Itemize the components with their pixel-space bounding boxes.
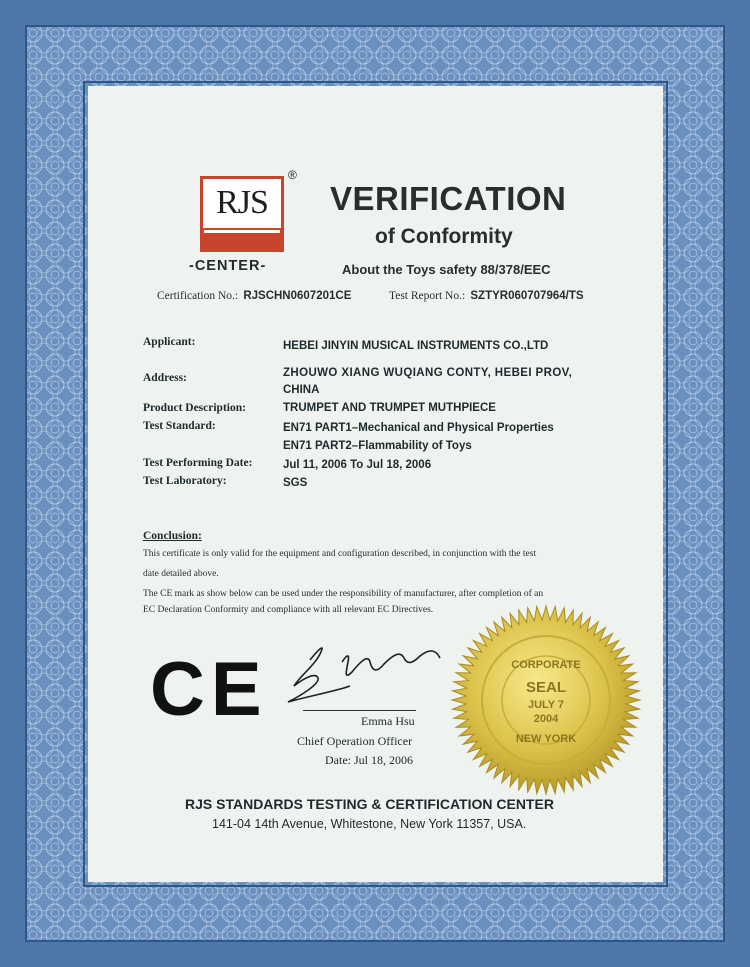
rjs-logo — [200, 168, 297, 252]
product-label: Product Description: — [143, 402, 246, 414]
certificate-title: VERIFICATION — [330, 180, 567, 217]
report-no-label: Test Report No.: — [389, 290, 466, 302]
test-lab-label: Test Laboratory: — [143, 475, 227, 487]
applicant-value: HEBEI JINYIN MUSICAL INSTRUMENTS CO.,LTD — [283, 340, 549, 352]
seal-text-1: CORPORATE — [511, 659, 581, 671]
report-line — [389, 290, 584, 302]
applicant-label: Applicant: — [143, 336, 196, 348]
registered-mark: ® — [288, 168, 297, 182]
ce-mark: CE — [150, 647, 268, 732]
gold-seal — [448, 602, 644, 798]
conclusion-line-4: EC Declaration Conformity and compliance with all relevant EC Directives. — [143, 605, 434, 615]
address-line-1: ZHOUWO XIANG WUQIANG CONTY, HEBEI PROV, — [283, 367, 573, 379]
certificate-tagline: About the Toys safety 88/378/EEC — [342, 262, 551, 277]
standard-line-2: EN71 PART2–Flammability of Toys — [283, 440, 472, 452]
certificate-subtitle: of Conformity — [375, 225, 513, 248]
footer-org: RJS STANDARDS TESTING & CERTIFICATION CENTER — [185, 796, 554, 812]
conclusion-line-1: This certificate is only valid for the equipment and configuration described, in conjunction with the test — [143, 549, 537, 559]
signature-line — [303, 710, 416, 711]
seal-text-4: 2004 — [533, 713, 559, 725]
seal-text-3: JULY 7 — [527, 699, 565, 711]
footer-address: 141-04 14th Avenue, Whitestone, New York 11357, USA. — [212, 817, 527, 831]
conclusion-heading: Conclusion: — [143, 530, 202, 542]
signatory-title: Chief Operation Officer — [297, 734, 413, 748]
signatory-date: Date: Jul 18, 2006 — [325, 753, 413, 767]
report-no-value: SZTYR060707964/TS — [470, 290, 584, 302]
logo-text: RJS — [216, 184, 268, 221]
address-label: Address: — [143, 372, 187, 384]
logo-center-label: -CENTER- — [189, 258, 267, 274]
product-value: TRUMPET AND TRUMPET MUTHPIECE — [283, 402, 496, 414]
reference-line — [157, 290, 351, 302]
conclusion-line-2: date detailed above. — [143, 569, 219, 579]
signature — [280, 632, 450, 712]
test-date-label: Test Performing Date: — [143, 457, 253, 469]
test-date-value: Jul 11, 2006 To Jul 18, 2006 — [283, 459, 432, 471]
signatory-name: Emma Hsu — [361, 714, 415, 728]
cert-no-label: Certification No.: — [157, 290, 239, 302]
address-line-2: CHINA — [283, 384, 320, 396]
test-lab-value: SGS — [283, 477, 308, 489]
seal-text-5: NEW YORK — [515, 733, 577, 745]
cert-no-value: RJSCHN0607201CE — [243, 290, 352, 302]
conclusion-line-3: The CE mark as show below can be used under the responsibility of manufacturer, after completion of an — [143, 589, 544, 599]
seal-text-2: SEAL — [525, 679, 567, 696]
standard-line-1: EN71 PART1–Mechanical and Physical Properties — [283, 422, 554, 434]
standard-label: Test Standard: — [143, 420, 216, 432]
